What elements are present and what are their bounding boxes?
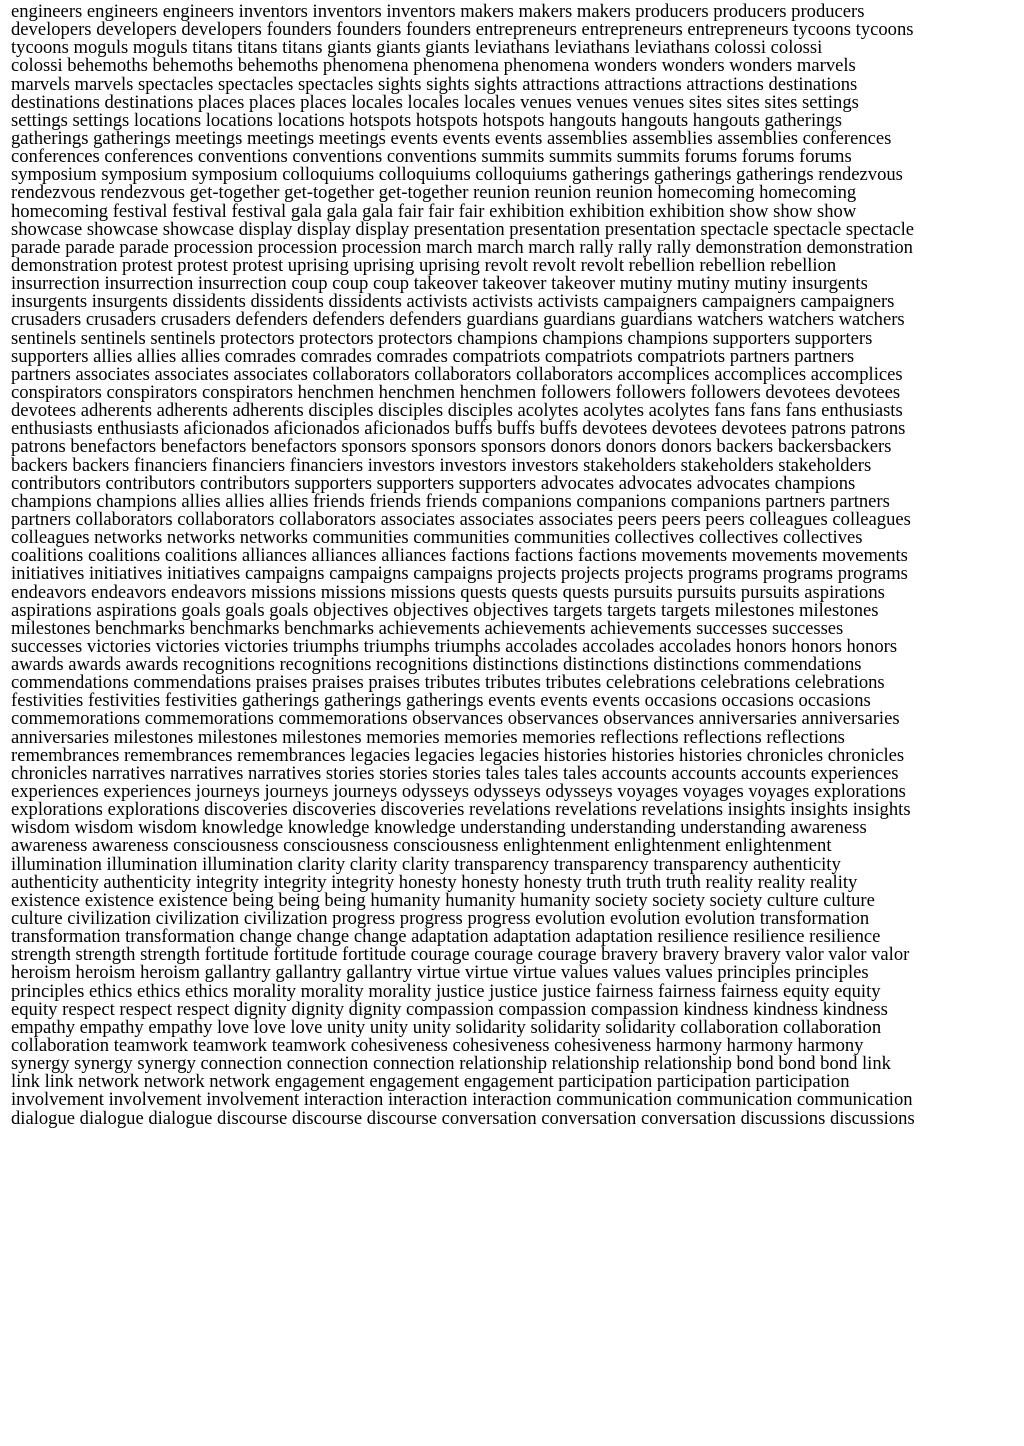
- text-line: link link network network network engagement engagement engagement participation participation participation: [11, 1071, 850, 1093]
- text-line: dialogue dialogue dialogue discourse discourse discourse conversation conversation conversation discussions discussions: [11, 1107, 915, 1129]
- text-line: wisdom wisdom wisdom knowledge knowledge knowledge understanding understanding understanding awareness: [11, 817, 867, 839]
- text-line: champions champions allies allies allies friends friends friends companions companions companions partners partners: [11, 490, 890, 512]
- text-line: coalitions coalitions coalitions alliances alliances alliances factions factions factions movements movements movements: [11, 545, 908, 567]
- text-line: crusaders crusaders crusaders defenders defenders defenders guardians guardians guardians watchers watchers watchers: [11, 309, 905, 331]
- text-line: festivities festivities festivities gatherings gatherings gatherings events events events occasions occasions occasions: [11, 690, 871, 712]
- text-line: sentinels sentinels sentinels protectors protectors protectors champions champions champions supporters supporters: [11, 327, 873, 349]
- text-line: engineers engineers engineers inventors inventors inventors makers makers makers producers producers producers: [11, 1, 865, 22]
- text-line: gatherings gatherings meetings meetings meetings events events events assemblies assemblies assemblies conferences: [11, 127, 892, 149]
- text-line: partners associates associates associates collaborators collaborators collaborators accomplices accomplices accomplices: [11, 363, 903, 385]
- text-line: developers developers developers founders founders founders entrepreneurs entrepreneurs entrepreneurs tycoons tycoons: [11, 19, 914, 41]
- text-line: milestones benchmarks benchmarks benchmarks achievements achievements achievements successes successes: [11, 617, 844, 639]
- text-line: conspirators conspirators conspirators henchmen henchmen henchmen followers followers followers devotees devotees: [11, 381, 901, 403]
- text-line: transformation transformation change change change adaptation adaptation adaptation resilience resilience resilience: [11, 926, 881, 948]
- text-line: contributors contributors contributors supporters supporters supporters advocates advocates advocates champions: [11, 472, 856, 494]
- text-line: successes victories victories victories triumphs triumphs triumphs accolades accolades accolades honors honors honors: [11, 635, 898, 657]
- text-line: remembrances remembrances remembrances legacies legacies legacies histories histories histories chronicles chronicles: [11, 744, 905, 766]
- text-line: devotees adherents adherents adherents disciples disciples disciples acolytes acolytes acolytes fans fans fans enthusiasts: [11, 400, 903, 422]
- text-line: heroism heroism heroism gallantry gallantry gallantry virtue virtue virtue values values values principles principles: [11, 962, 869, 984]
- text-line: rendezvous rendezvous get-together get-together get-together reunion reunion reunion homecoming homecoming: [11, 182, 857, 204]
- text-line: enthusiasts enthusiasts aficionados aficionados aficionados buffs buffs buffs devotees devotees devotees patrons patrons: [11, 418, 906, 440]
- text-line: experiences experiences journeys journeys journeys odysseys odysseys odysseys voyages voyages voyages explorations: [11, 781, 906, 803]
- text-line: colossi behemoths behemoths behemoths phenomena phenomena phenomena wonders wonders wonders marvels: [11, 55, 856, 77]
- text-line: settings settings locations locations locations hotspots hotspots hotspots hangouts hangouts hangouts gatherings: [11, 109, 842, 131]
- text-line: involvement involvement involvement interaction interaction interaction communication communication communication: [11, 1089, 913, 1111]
- text-line: equity respect respect respect dignity dignity dignity compassion compassion compassion kindness kindness kindness: [11, 998, 888, 1020]
- text-line: initiatives initiatives initiatives campaigns campaigns campaigns projects projects projects programs programs programs: [11, 563, 908, 585]
- text-line: existence existence existence being being being humanity humanity humanity society society society culture culture: [11, 889, 875, 911]
- text-line: marvels marvels spectacles spectacles spectacles sights sights sights attractions attractions attractions destinations: [11, 73, 858, 95]
- text-line: culture civilization civilization civilization progress progress progress evolution evolution evolution transformation: [11, 908, 870, 930]
- text-line: insurrection insurrection insurrection coup coup coup takeover takeover takeover mutiny mutiny mutiny insurgents: [11, 273, 868, 295]
- text-line: synergy synergy synergy connection connection connection relationship relationship relationship bond bond bond link: [11, 1053, 891, 1075]
- text-line: insurgents insurgents dissidents dissidents dissidents activists activists activists campaigners campaigners campaigners: [11, 291, 895, 313]
- text-line: illumination illumination illumination clarity clarity clarity transparency transparency transparency authenticity: [11, 853, 841, 875]
- text-line: strength strength strength fortitude fortitude fortitude courage courage courage bravery bravery bravery valor valor valor: [11, 944, 910, 966]
- text-line: conferences conferences conventions conventions conventions summits summits summits forums forums forums: [11, 146, 852, 168]
- text-line: supporters allies allies allies comrades comrades comrades compatriots compatriots compatriots partners partners: [11, 345, 855, 367]
- text-line: endeavors endeavors endeavors missions missions missions quests quests quests pursuits pursuits pursuits aspirations: [11, 581, 885, 603]
- text-line: authenticity authenticity integrity integrity integrity honesty honesty honesty truth truth truth reality reality reality: [11, 871, 858, 893]
- text-line: principles ethics ethics ethics morality morality morality justice justice justice fairness fairness fairness equity equity: [11, 980, 881, 1002]
- text-line: backers backers financiers financiers financiers investors investors investors stakeholders stakeholders stakeholders: [11, 454, 872, 476]
- text-line: parade parade parade procession procession procession march march march rally rally rally demonstration demonstration: [11, 236, 913, 258]
- text-line: anniversaries milestones milestones milestones memories memories memories reflections reflections reflections: [11, 726, 845, 748]
- text-line: commendations commendations praises praises praises tributes tributes tributes celebrations celebrations celebrations: [11, 672, 885, 694]
- text-body: [11, 0, 1024, 1130]
- text-line: symposium symposium symposium colloquiums colloquiums colloquiums gatherings gatherings gatherings rendezvous: [11, 164, 903, 186]
- text-line: demonstration protest protest protest uprising uprising uprising revolt revolt revolt rebellion rebellion rebellion: [11, 254, 837, 276]
- text-line: empathy empathy empathy love love love unity unity unity solidarity solidarity solidarity collaboration collaboration: [11, 1016, 882, 1038]
- text-line: patrons benefactors benefactors benefactors sponsors sponsors sponsors donors donors donors backers backersbackers: [11, 436, 892, 458]
- text-line: destinations destinations places places places locales locales locales venues venues venues sites sites sites settings: [11, 91, 859, 113]
- text-line: collaboration teamwork teamwork teamwork cohesiveness cohesiveness cohesiveness harmony harmony harmony: [11, 1035, 864, 1057]
- word-list-text: [11, 0, 1024, 1130]
- text-line: homecoming festival festival festival gala gala gala fair fair fair exhibition exhibition exhibition show show show: [11, 200, 857, 222]
- text-line: showcase showcase showcase display display display presentation presentation presentation spectacle spectacle spectacle: [11, 218, 915, 240]
- text-line: awareness awareness consciousness consciousness consciousness enlightenment enlightenment enlightenment: [11, 835, 832, 857]
- text-line: partners collaborators collaborators collaborators associates associates associates peers peers peers colleagues colleagues: [11, 508, 911, 530]
- text-line: colleagues networks networks networks communities communities communities collectives collectives collectives: [11, 527, 863, 549]
- text-line: awards awards awards recognitions recognitions recognitions distinctions distinctions distinctions commendations: [11, 654, 862, 676]
- text-line: aspirations aspirations goals goals goals objectives objectives objectives targets targets targets milestones milestones: [11, 599, 879, 621]
- text-line: explorations explorations discoveries discoveries discoveries revelations revelations revelations insights insights insights: [11, 799, 911, 821]
- text-line: commemorations commemorations commemorations observances observances observances anniversaries anniversaries: [11, 708, 900, 730]
- text-line: tycoons moguls moguls titans titans titans giants giants giants leviathans leviathans leviathans colossi colossi: [11, 37, 823, 59]
- text-line: chronicles narratives narratives narratives stories stories stories tales tales tales accounts accounts accounts experiences: [11, 762, 899, 784]
